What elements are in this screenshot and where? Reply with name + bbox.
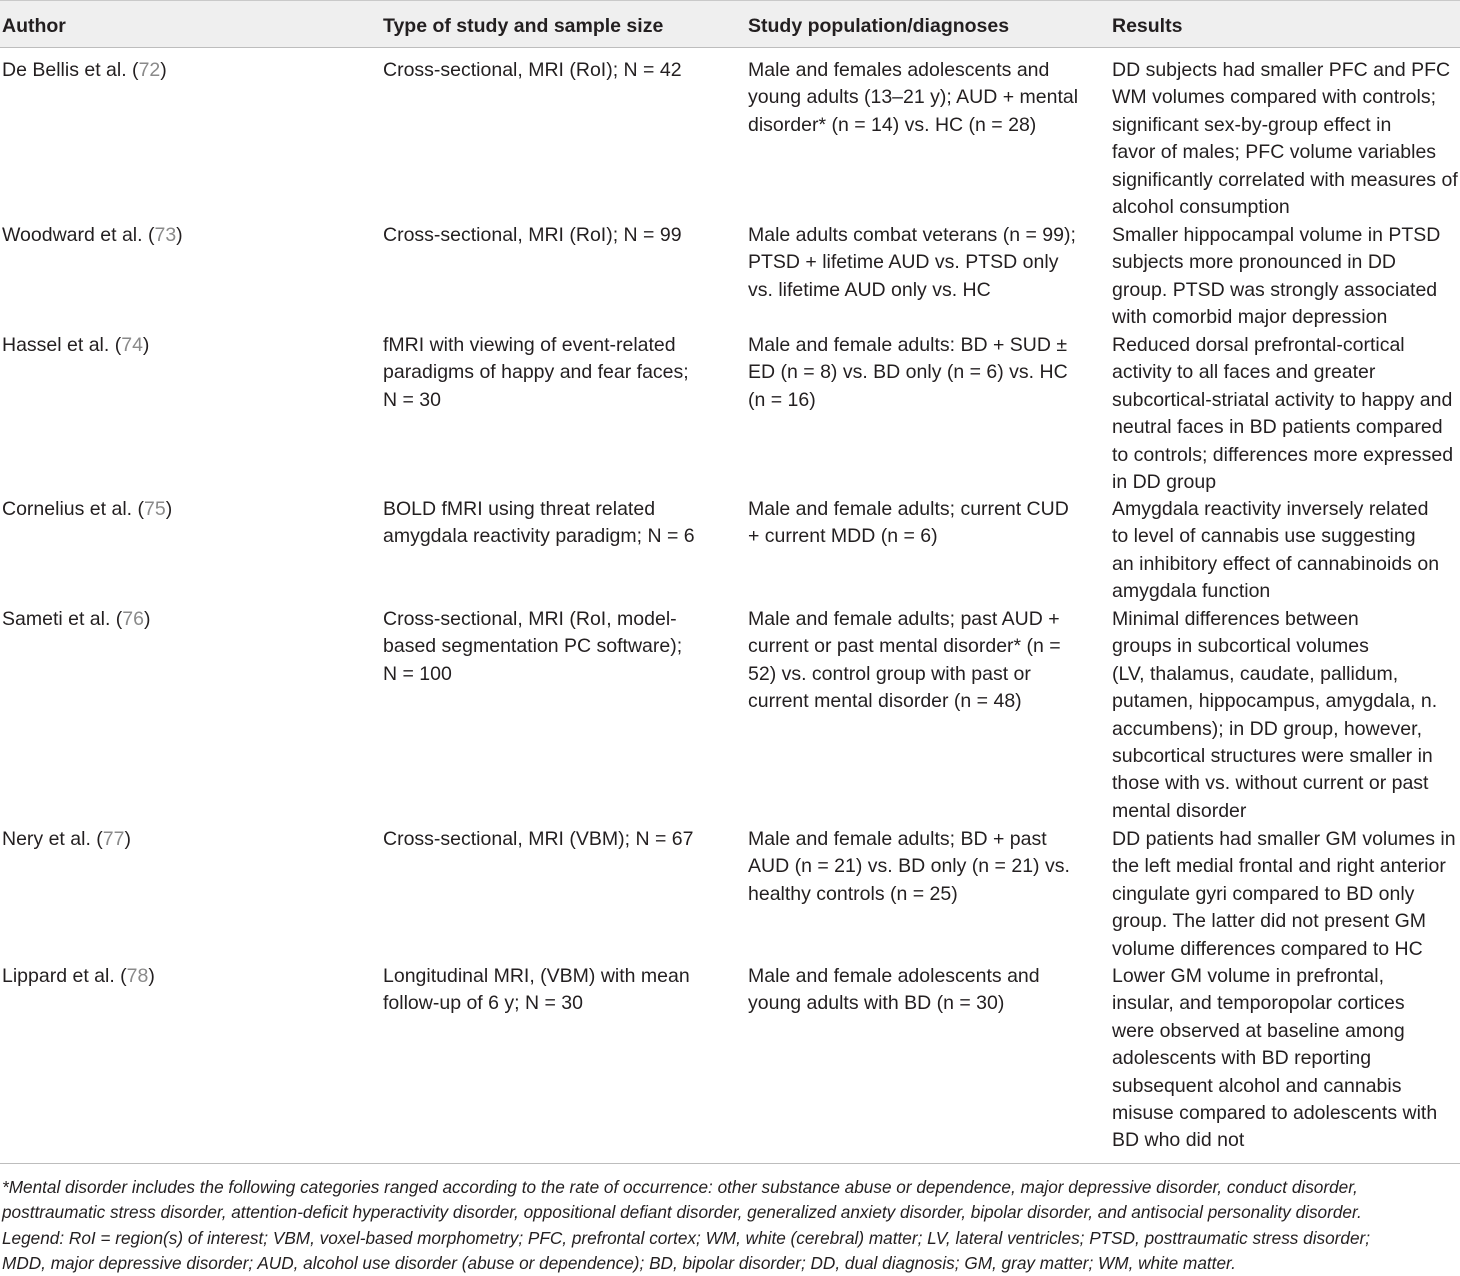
- author-name: De Bellis et al. (: [2, 59, 139, 81]
- study-type-cell: [383, 332, 728, 414]
- author-name: Woodward et al. (: [2, 224, 155, 246]
- cell-line: favor of males; PFC volume variables: [1112, 141, 1437, 164]
- cell-line: alcohol consumption: [1112, 196, 1290, 219]
- cell-line: current mental disorder (n = 48): [748, 690, 1022, 713]
- cell-line: DD patients had smaller GM volumes in: [1112, 828, 1456, 850]
- reference-link[interactable]: 72: [138, 59, 161, 81]
- cell-line: Male and female adults; BD + past: [748, 828, 1047, 850]
- results-cell: [1112, 606, 1458, 825]
- reference-link[interactable]: 73: [154, 224, 177, 246]
- cell-line: group. PTSD was strongly associated: [1112, 278, 1438, 301]
- author-cell: [2, 222, 362, 249]
- closing-paren: ): [176, 224, 183, 246]
- author-cell: [2, 826, 362, 853]
- table-footnote: [2, 1175, 1458, 1276]
- cell-line: the left medial frontal and right anterior: [1112, 855, 1446, 878]
- cell-line: mental disorder: [1112, 799, 1247, 822]
- cell-line: Male and female adults: BD + SUD ±: [748, 334, 1068, 356]
- cell-line: + current MDD (n = 6): [748, 525, 938, 548]
- cell-line: current or past mental disorder* (n =: [748, 635, 1061, 658]
- footnote-line: Legend: RoI = region(s) of interest; VBM, voxel-based morphometry; PFC, prefrontal cortex; WM, white (cerebral) matter; LV, lateral ventricles; PTSD, posttraumatic stress disorder;: [2, 1227, 1371, 1248]
- header-author: Author: [2, 15, 66, 37]
- cell-line: were observed at baseline among: [1112, 1019, 1405, 1042]
- reference-link[interactable]: 74: [121, 334, 143, 356]
- population-cell: [748, 963, 1093, 1018]
- cell-line: based segmentation PC software);: [383, 635, 683, 658]
- cell-line: BD who did not: [1112, 1129, 1245, 1152]
- header-study-type: Type of study and sample size: [383, 15, 664, 37]
- cell-line: volume differences compared to HC: [1112, 937, 1423, 960]
- cell-line: group. The latter did not present GM: [1112, 910, 1426, 933]
- cell-line: PTSD + lifetime AUD vs. PTSD only: [748, 251, 1059, 274]
- cell-line: Cross-sectional, MRI (RoI); N = 99: [383, 224, 682, 246]
- footnote-line: MDD, major depressive disorder; AUD, alcohol use disorder (abuse or dependence); BD, bipolar disorder; DD, dual diagnosis; GM, gray matter; WM, white matter.: [2, 1252, 1236, 1273]
- cell-line: Male and females adolescents and: [748, 59, 1050, 81]
- footnote-line: *Mental disorder includes the following categories ranged according to the rate of occurrence: other substance abuse or dependence, major depressive disorder, conduct disorder,: [2, 1177, 1358, 1197]
- cell-line: paradigms of happy and fear faces;: [383, 361, 689, 384]
- cell-line: neutral faces in BD patients compared: [1112, 416, 1443, 439]
- results-cell: [1112, 963, 1458, 1155]
- cell-line: subsequent alcohol and cannabis: [1112, 1074, 1402, 1097]
- cell-line: BOLD fMRI using threat related: [383, 498, 656, 520]
- cell-line: disorder* (n = 14) vs. HC (n = 28): [748, 113, 1037, 136]
- author-cell: [2, 57, 362, 84]
- study-type-cell: [383, 826, 728, 853]
- cell-line: vs. lifetime AUD only vs. HC: [748, 278, 991, 301]
- reference-link[interactable]: 76: [122, 608, 144, 630]
- cell-line: Cross-sectional, MRI (RoI, model-: [383, 608, 677, 630]
- cell-line: Minimal differences between: [1112, 608, 1359, 630]
- study-type-cell: [383, 57, 728, 84]
- header-population: Study population/diagnoses: [748, 15, 1010, 37]
- cell-line: Reduced dorsal prefrontal-cortical: [1112, 334, 1405, 356]
- cell-line: cingulate gyri compared to BD only: [1112, 882, 1415, 905]
- study-type-cell: [383, 222, 728, 249]
- cell-line: Male adults combat veterans (n = 99);: [748, 224, 1076, 246]
- cell-line: to controls; differences more expressed: [1112, 443, 1454, 466]
- cell-line: subjects more pronounced in DD: [1112, 251, 1396, 274]
- reference-link[interactable]: 77: [102, 828, 125, 850]
- table-header: [0, 0, 1460, 48]
- cell-line: with comorbid major depression: [1112, 306, 1388, 329]
- cell-line: activity to all faces and greater: [1112, 361, 1376, 384]
- cell-line: Amygdala reactivity inversely related: [1112, 498, 1429, 520]
- cell-line: those with vs. without current or past: [1112, 772, 1429, 795]
- cell-line: significant sex-by-group effect in: [1112, 113, 1392, 136]
- cell-line: in DD group: [1112, 471, 1217, 494]
- cell-line: Longitudinal MRI, (VBM) with mean: [383, 965, 690, 987]
- closing-paren: ): [142, 334, 150, 356]
- cell-line: misuse compared to adolescents with: [1112, 1102, 1438, 1125]
- population-cell: [748, 222, 1093, 304]
- cell-line: Lower GM volume in prefrontal,: [1112, 965, 1385, 987]
- cell-line: WM volumes compared with controls;: [1112, 86, 1437, 109]
- author-cell: [2, 963, 362, 990]
- results-cell: [1112, 496, 1458, 606]
- cell-line: N = 100: [383, 662, 452, 685]
- cell-line: follow-up of 6 y; N = 30: [383, 992, 583, 1015]
- cell-line: groups in subcortical volumes: [1112, 635, 1369, 658]
- author-cell: [2, 606, 362, 633]
- closing-paren: ): [160, 59, 167, 81]
- author-name: Nery et al. (: [2, 828, 103, 850]
- cell-line: Male and female adults; past AUD +: [748, 608, 1060, 630]
- cell-line: healthy controls (n = 25): [748, 882, 958, 905]
- results-cell: [1112, 332, 1458, 496]
- study-type-cell: [383, 496, 728, 551]
- cell-line: subcortical structures were smaller in: [1112, 745, 1433, 768]
- population-cell: [748, 57, 1093, 139]
- cell-line: (LV, thalamus, caudate, pallidum,: [1112, 662, 1399, 685]
- closing-paren: ): [148, 965, 155, 987]
- study-type-cell: [383, 606, 728, 688]
- cell-line: an inhibitory effect of cannabinoids on: [1112, 552, 1440, 575]
- cell-line: putamen, hippocampus, amygdala, n.: [1112, 690, 1438, 713]
- cell-line: AUD (n = 21) vs. BD only (n = 21) vs.: [748, 855, 1070, 878]
- cell-line: significantly correlated with measures of: [1112, 168, 1458, 191]
- cell-line: DD subjects had smaller PFC and PFC: [1112, 59, 1451, 81]
- cell-line: fMRI with viewing of event-related: [383, 334, 676, 356]
- cell-line: accumbens); in DD group, however,: [1112, 717, 1422, 740]
- results-cell: [1112, 826, 1458, 963]
- author-name: Hassel et al. (: [2, 334, 122, 356]
- population-cell: [748, 826, 1093, 908]
- population-cell: [748, 606, 1093, 716]
- cell-line: Male and female adolescents and: [748, 965, 1040, 987]
- cell-line: 52) vs. control group with past or: [748, 662, 1031, 685]
- cell-line: to level of cannabis use suggesting: [1112, 525, 1416, 548]
- cell-line: (n = 16): [748, 388, 816, 411]
- cell-line: adolescents with BD reporting: [1112, 1047, 1372, 1070]
- author-name: Lippard et al. (: [2, 965, 127, 987]
- cell-line: insular, and temporopolar cortices: [1112, 992, 1405, 1015]
- author-name: Cornelius et al. (: [2, 498, 144, 520]
- cell-line: Cross-sectional, MRI (RoI); N = 42: [383, 59, 682, 81]
- cell-line: Male and female adults; current CUD: [748, 498, 1069, 520]
- reference-link[interactable]: 75: [143, 498, 166, 520]
- author-cell: [2, 332, 362, 359]
- cell-line: Cross-sectional, MRI (VBM); N = 67: [383, 828, 694, 850]
- cell-line: young adults with BD (n = 30): [748, 992, 1005, 1015]
- author-name: Sameti et al. (: [2, 608, 123, 630]
- cell-line: N = 30: [383, 388, 441, 411]
- cell-line: young adults (13–21 y); AUD + mental: [748, 86, 1079, 109]
- cell-line: ED (n = 8) vs. BD only (n = 6) vs. HC: [748, 361, 1068, 384]
- cell-line: amygdala reactivity paradigm; N = 6: [383, 525, 695, 548]
- closing-paren: ): [165, 498, 173, 520]
- closing-paren: ): [144, 608, 151, 630]
- header-results: Results: [1112, 15, 1183, 37]
- population-cell: [748, 332, 1093, 414]
- population-cell: [748, 496, 1093, 551]
- cell-line: subcortical-striatal activity to happy and: [1112, 388, 1453, 411]
- table-bottom-rule: [0, 1163, 1460, 1164]
- study-type-cell: [383, 963, 728, 1018]
- footnote-line: posttraumatic stress disorder, attention-deficit hyperactivity disorder, oppositional defiant disorder, generalized anxiety disorder, bipolar disorder, and antisocial personality disorder.: [2, 1202, 1362, 1223]
- cell-line: Smaller hippocampal volume in PTSD: [1112, 224, 1441, 246]
- results-cell: [1112, 57, 1458, 221]
- results-cell: [1112, 222, 1458, 332]
- closing-paren: ): [124, 828, 131, 850]
- author-cell: [2, 496, 362, 523]
- reference-link[interactable]: 78: [126, 965, 149, 987]
- cell-line: amygdala function: [1112, 580, 1271, 603]
